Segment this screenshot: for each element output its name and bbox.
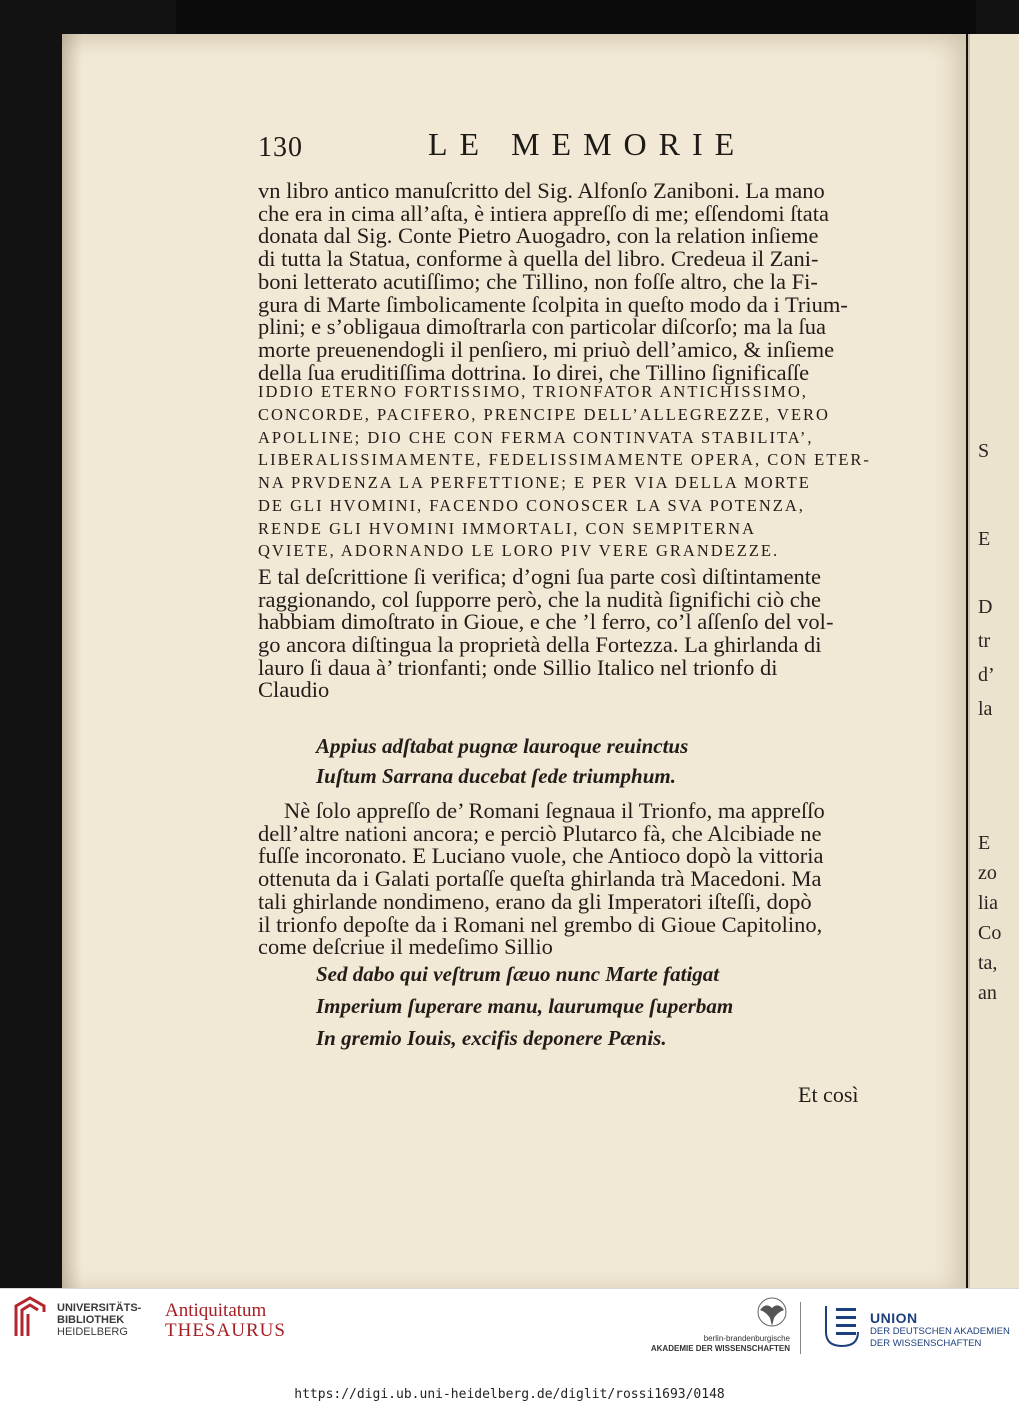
university-line-2: BIBLIOTHEK xyxy=(57,1314,125,1326)
union-line-1: UNION xyxy=(870,1310,918,1326)
catchword: Et così xyxy=(798,1082,859,1107)
running-head xyxy=(258,126,898,166)
page-number: 130 xyxy=(258,132,303,163)
opposite-page-fragment: E xyxy=(978,528,991,550)
university-line-3: HEIDELBERG xyxy=(57,1326,128,1338)
thesaurus-line-1: Antiquitatum xyxy=(165,1300,267,1321)
opposite-page-fragment: la xyxy=(978,698,993,720)
text-line: fuſſe incoronato. E Luciano vuole, che Antioco dopò la vittoria xyxy=(258,843,824,869)
text-line: vn libro antico manuſcritto del Sig. Alfonſo Zaniboni. La mano xyxy=(258,178,825,203)
opposite-page-fragment: tr xyxy=(978,630,991,652)
verse-line: Iuſtum Sarrana ducebat ſede triumphum. xyxy=(316,764,676,788)
text-line: morte preuenendogli il penſiero, mi priuò dell’amico, & inſieme xyxy=(258,336,835,362)
text-line: ottenuta da i Galati portaſſe queſta ghirlanda trà Macedoni. Ma xyxy=(258,866,822,892)
text-line: il trionfo depoſte da i Romani nel grembo di Gioue Capitolino, xyxy=(258,911,823,937)
union-line-3: DER WISSENSCHAFTEN xyxy=(870,1338,982,1349)
bbaw-line-1: berlin-brandenburgische xyxy=(703,1334,790,1343)
union-logo-icon[interactable] xyxy=(822,1302,862,1350)
text-line: boni letterato acutiſſimo; che Tillino, non foſſe altro, che la Fi- xyxy=(258,268,818,294)
university-library-name[interactable] xyxy=(57,1302,157,1338)
text-line: dell’altre nationi ancora; e perciò Plutarco fà, che Alcibiade ne xyxy=(258,820,822,846)
opposite-page-fragment: lia xyxy=(978,892,998,914)
scan-top-edge xyxy=(176,0,976,34)
text-line: plini; e s’obligaua dimoſtrarla con particolar diſcorſo; ma la ſua xyxy=(258,314,826,340)
caps-line: APOLLINE; DIO CHE CON FERMA CONTINVATA STABILITA’, xyxy=(258,427,814,447)
running-title: LE MEMORIE xyxy=(428,126,747,162)
verse-line: In gremio Iouis, excifis deponere Pænis. xyxy=(316,1026,667,1050)
verse-line: Sed dabo qui veſtrum ſæuo nunc Marte fatigat xyxy=(316,962,720,986)
caps-line: LIBERALISSIMAMENTE, FEDELISSIMAMENTE OPERA, CON ETER- xyxy=(258,450,871,470)
opposite-page-fragment: ta, xyxy=(978,952,998,974)
opposite-page-fragment: an xyxy=(978,982,997,1004)
caps-line: DE GLI HVOMINI, FACENDO CONOSCER LA SVA POTENZA, xyxy=(258,495,805,515)
source-url-link[interactable]: https://digi.ub.uni-heidelberg.de/diglit/rossi1693/0148 xyxy=(294,1387,725,1402)
caps-line: CONCORDE, PACIFERO, PRENCIPE DELL’ALLEGREZZE, VERO xyxy=(258,405,830,424)
opposite-page-fragment: Co xyxy=(978,922,1002,944)
thesaurus-line-2: THESAURUS xyxy=(165,1320,286,1341)
union-name[interactable] xyxy=(870,1311,1015,1350)
text-line: di tutta la Statua, conforme à quella del libro. Credeua il Zani- xyxy=(258,246,819,272)
opposite-page-fragment: zo xyxy=(978,862,997,884)
university-logo-icon[interactable] xyxy=(12,1296,46,1338)
bbaw-line-2: AKADEMIE DER WISSENSCHAFTEN xyxy=(650,1344,790,1353)
verse-line: Imperium ſuperare manu, laurumque ſuperbam xyxy=(316,994,734,1018)
opposite-page-edge xyxy=(968,34,1019,1288)
text-line: donata dal Sig. Conte Pietro Auogadro, con la relation inſieme xyxy=(258,223,819,249)
caps-line: IDDIO ETERNO FORTISSIMO, TRIONFATOR ANTICHISSIMO, xyxy=(258,382,808,402)
bbaw-eagle-icon[interactable] xyxy=(752,1296,792,1332)
caps-line: RENDE GLI HVOMINI IMMORTALI, CON SEMPITERNA xyxy=(258,518,757,538)
union-line-2: DER DEUTSCHEN AKADEMIEN xyxy=(870,1326,1010,1337)
verse-line: Appius adſtabat pugnæ lauroque reuinctus xyxy=(316,734,689,758)
text-line: che era in cima all’aſta, è intiera appreſſo di me; eſſendomi ſtata xyxy=(258,200,829,226)
text-line: raggionando, col ſupporre però, che la nudità ſignifichi ciò che xyxy=(258,586,821,612)
opposite-page-fragment: E xyxy=(978,832,991,854)
text-line: come deſcriue il medeſimo Sillio xyxy=(258,934,553,960)
opposite-page-fragment: D xyxy=(978,596,993,618)
text-line: gura di Marte ſimbolicamente ſcolpita in queſto modo da i Trium- xyxy=(258,291,848,317)
text-line: Nè ſolo appreſſo de’ Romani ſegnaua il Trionfo, ma appreſſo xyxy=(284,798,825,823)
bbaw-name[interactable] xyxy=(640,1334,790,1354)
footer-rule xyxy=(0,1288,1019,1289)
thesaurus-logo[interactable] xyxy=(165,1301,305,1341)
page-gutter-shadow xyxy=(62,34,82,1288)
text-line: go ancora diſtingua la proprietà della Fortezza. La ghirlanda di xyxy=(258,632,822,657)
text-line: E tal deſcrittione ſi verifica; d’ogni ſua parte così diſtintamente xyxy=(258,563,821,589)
text-line: lauro ſi daua à’ trionfanti; onde Sillio Italico nel trionfo di xyxy=(258,654,778,680)
caps-line: NA PRVDENZA LA PERFETTIONE; E PER VIA DELLA MORTE xyxy=(258,473,811,493)
text-line: della ſua eruditiſſima dottrina. Io direi, che Tillino ſignificaſſe xyxy=(258,359,810,385)
footer-divider xyxy=(800,1302,801,1354)
caps-line: QVIETE, ADORNANDO LE LORO PIV VERE GRANDEZZE. xyxy=(258,541,780,561)
text-line: habbiam dimoſtrato in Gioue, e che ’l ferro, co’l aſſenſo del vol- xyxy=(258,609,834,635)
text-line: Claudio xyxy=(258,677,330,703)
opposite-page-fragment: d’ xyxy=(978,664,995,686)
opposite-page-fragment: S xyxy=(978,440,990,462)
text-line: tali ghirlande nondimeno, erano da gli Imperatori iſteſſi, dopò xyxy=(258,888,812,914)
university-line-1: UNIVERSITÄTS- xyxy=(57,1302,142,1314)
